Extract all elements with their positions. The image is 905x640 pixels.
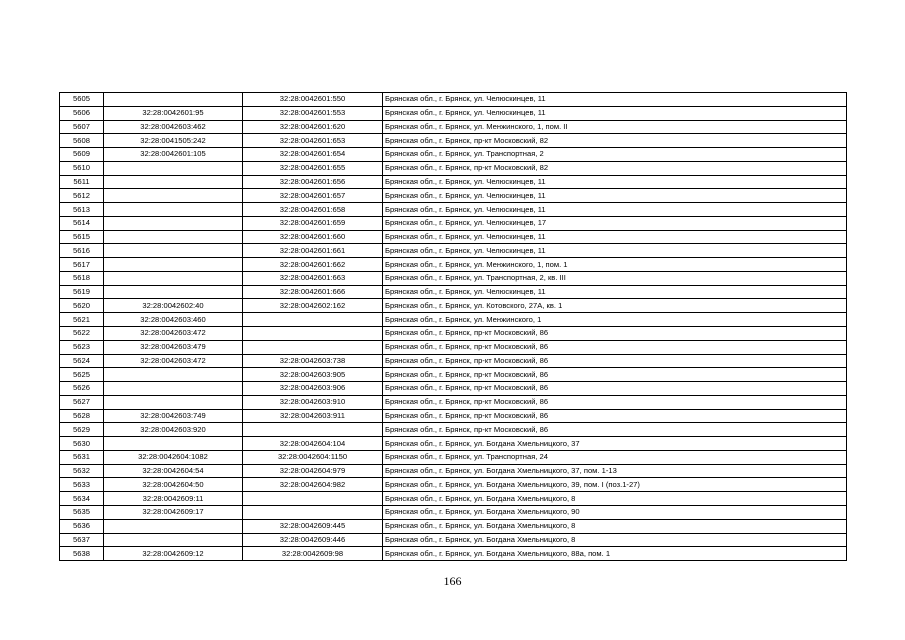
table-row xyxy=(60,437,847,451)
cell-address: Брянская обл., г. Брянск, ул. Транспортная, 24 xyxy=(383,450,847,464)
table-row xyxy=(60,120,847,134)
cell-address: Брянская обл., г. Брянск, пр-кт Московский, 86 xyxy=(383,354,847,368)
cell-address: Брянская обл., г. Брянск, ул. Богдана Хмельницкого, 90 xyxy=(383,505,847,519)
cell-address: Брянская обл., г. Брянск, ул. Челюскинцев, 17 xyxy=(383,216,847,230)
cell-building-cadastral-number: 32:28:0042601:661 xyxy=(243,244,383,258)
cell-land-cadastral-number: 32:28:0042603:472 xyxy=(104,354,243,368)
cell-building-cadastral-number: 32:28:0042601:656 xyxy=(243,175,383,189)
cell-number: 5609 xyxy=(60,148,104,162)
cell-building-cadastral-number: 32:28:0042604:104 xyxy=(243,437,383,451)
cell-number: 5619 xyxy=(60,285,104,299)
cell-building-cadastral-number xyxy=(243,492,383,506)
cell-address: Брянская обл., г. Брянск, пр-кт Московский, 86 xyxy=(383,327,847,341)
cell-building-cadastral-number: 32:28:0042604:1150 xyxy=(243,450,383,464)
cell-address: Брянская обл., г. Брянск, ул. Менжинского, 1, пом. 1 xyxy=(383,258,847,272)
table-row xyxy=(60,148,847,162)
cell-number: 5617 xyxy=(60,258,104,272)
table-row xyxy=(60,230,847,244)
cell-land-cadastral-number: 32:28:0042603:462 xyxy=(104,120,243,134)
cell-number: 5607 xyxy=(60,120,104,134)
cell-number: 5635 xyxy=(60,505,104,519)
cell-address: Брянская обл., г. Брянск, ул. Котовского, 27А, кв. 1 xyxy=(383,299,847,313)
cell-address: Брянская обл., г. Брянск, ул. Челюскинцев, 11 xyxy=(383,230,847,244)
cell-land-cadastral-number xyxy=(104,258,243,272)
cell-address: Брянская обл., г. Брянск, ул. Челюскинцев, 11 xyxy=(383,285,847,299)
cell-building-cadastral-number: 32:28:0042604:982 xyxy=(243,478,383,492)
cell-number: 5638 xyxy=(60,547,104,561)
table-row xyxy=(60,93,847,107)
cell-land-cadastral-number xyxy=(104,285,243,299)
cell-building-cadastral-number: 32:28:0042601:655 xyxy=(243,161,383,175)
table-row xyxy=(60,161,847,175)
cell-address: Брянская обл., г. Брянск, ул. Челюскинцев, 11 xyxy=(383,106,847,120)
cell-number: 5634 xyxy=(60,492,104,506)
table-row xyxy=(60,547,847,561)
table-row xyxy=(60,395,847,409)
cell-building-cadastral-number xyxy=(243,313,383,327)
table-row xyxy=(60,340,847,354)
table-row xyxy=(60,175,847,189)
cell-address: Брянская обл., г. Брянск, ул. Челюскинцев, 11 xyxy=(383,93,847,107)
cell-building-cadastral-number: 32:28:0042603:906 xyxy=(243,382,383,396)
table-row xyxy=(60,533,847,547)
cell-number: 5606 xyxy=(60,106,104,120)
cell-building-cadastral-number: 32:28:0042603:738 xyxy=(243,354,383,368)
cell-building-cadastral-number xyxy=(243,423,383,437)
cell-building-cadastral-number: 32:28:0042601:653 xyxy=(243,134,383,148)
cell-land-cadastral-number: 32:28:0042604:54 xyxy=(104,464,243,478)
cell-building-cadastral-number xyxy=(243,505,383,519)
cell-building-cadastral-number: 32:28:0042601:620 xyxy=(243,120,383,134)
cell-land-cadastral-number: 32:28:0042604:50 xyxy=(104,478,243,492)
cell-number: 5632 xyxy=(60,464,104,478)
cell-building-cadastral-number xyxy=(243,327,383,341)
cell-address: Брянская обл., г. Брянск, пр-кт Московский, 82 xyxy=(383,134,847,148)
table-row xyxy=(60,189,847,203)
table-row xyxy=(60,505,847,519)
cell-number: 5621 xyxy=(60,313,104,327)
cell-building-cadastral-number: 32:28:0042609:445 xyxy=(243,519,383,533)
cell-building-cadastral-number: 32:28:0042601:658 xyxy=(243,203,383,217)
table-row xyxy=(60,519,847,533)
cell-address: Брянская обл., г. Брянск, пр-кт Московский, 86 xyxy=(383,395,847,409)
cell-land-cadastral-number xyxy=(104,437,243,451)
cell-land-cadastral-number xyxy=(104,230,243,244)
table-row xyxy=(60,409,847,423)
cell-land-cadastral-number xyxy=(104,368,243,382)
cell-land-cadastral-number xyxy=(104,93,243,107)
cell-number: 5605 xyxy=(60,93,104,107)
cell-number: 5623 xyxy=(60,340,104,354)
table-row xyxy=(60,271,847,285)
cell-address: Брянская обл., г. Брянск, ул. Челюскинцев, 11 xyxy=(383,203,847,217)
cell-address: Брянская обл., г. Брянск, ул. Богдана Хмельницкого, 37 xyxy=(383,437,847,451)
cell-building-cadastral-number: 32:28:0042603:910 xyxy=(243,395,383,409)
cell-number: 5627 xyxy=(60,395,104,409)
cell-address: Брянская обл., г. Брянск, ул. Челюскинцев, 11 xyxy=(383,244,847,258)
cell-land-cadastral-number: 32:28:0042609:12 xyxy=(104,547,243,561)
table-row xyxy=(60,285,847,299)
cell-building-cadastral-number: 32:28:0042609:446 xyxy=(243,533,383,547)
cell-building-cadastral-number: 32:28:0042601:662 xyxy=(243,258,383,272)
cell-land-cadastral-number: 32:28:0042604:1082 xyxy=(104,450,243,464)
table-row xyxy=(60,244,847,258)
cell-land-cadastral-number xyxy=(104,189,243,203)
table-row xyxy=(60,382,847,396)
cell-land-cadastral-number: 32:28:0042609:11 xyxy=(104,492,243,506)
table-row xyxy=(60,134,847,148)
cell-number: 5615 xyxy=(60,230,104,244)
cell-land-cadastral-number xyxy=(104,175,243,189)
cell-number: 5618 xyxy=(60,271,104,285)
cell-building-cadastral-number: 32:28:0042604:979 xyxy=(243,464,383,478)
cell-address: Брянская обл., г. Брянск, пр-кт Московский, 86 xyxy=(383,409,847,423)
cell-address: Брянская обл., г. Брянск, ул. Челюскинцев, 11 xyxy=(383,175,847,189)
cell-land-cadastral-number xyxy=(104,395,243,409)
table-row xyxy=(60,299,847,313)
table-row xyxy=(60,450,847,464)
cell-building-cadastral-number: 32:28:0042601:553 xyxy=(243,106,383,120)
cell-building-cadastral-number: 32:28:0042603:905 xyxy=(243,368,383,382)
cell-address: Брянская обл., г. Брянск, ул. Богдана Хмельницкого, 88а, пом. 1 xyxy=(383,547,847,561)
cell-land-cadastral-number xyxy=(104,244,243,258)
cell-address: Брянская обл., г. Брянск, пр-кт Московский, 82 xyxy=(383,161,847,175)
cell-building-cadastral-number xyxy=(243,340,383,354)
cell-number: 5629 xyxy=(60,423,104,437)
table-row xyxy=(60,106,847,120)
registry-table-body xyxy=(60,93,847,561)
cell-land-cadastral-number xyxy=(104,216,243,230)
cell-building-cadastral-number: 32:28:0042601:666 xyxy=(243,285,383,299)
registry-table xyxy=(59,92,847,561)
cell-address: Брянская обл., г. Брянск, пр-кт Московский, 86 xyxy=(383,340,847,354)
cell-address: Брянская обл., г. Брянск, ул. Богдана Хмельницкого, 8 xyxy=(383,492,847,506)
cell-land-cadastral-number xyxy=(104,203,243,217)
cell-land-cadastral-number xyxy=(104,161,243,175)
cell-land-cadastral-number xyxy=(104,382,243,396)
cell-land-cadastral-number: 32:28:0042603:479 xyxy=(104,340,243,354)
table-row xyxy=(60,492,847,506)
cell-land-cadastral-number: 32:28:0042602:40 xyxy=(104,299,243,313)
cell-building-cadastral-number: 32:28:0042601:659 xyxy=(243,216,383,230)
cell-land-cadastral-number xyxy=(104,271,243,285)
table-row xyxy=(60,423,847,437)
cell-address: Брянская обл., г. Брянск, ул. Богдана Хмельницкого, 37, пом. 1-13 xyxy=(383,464,847,478)
cell-number: 5608 xyxy=(60,134,104,148)
cell-address: Брянская обл., г. Брянск, ул. Богдана Хмельницкого, 8 xyxy=(383,519,847,533)
cell-land-cadastral-number: 32:28:0042609:17 xyxy=(104,505,243,519)
table-row xyxy=(60,327,847,341)
cell-address: Брянская обл., г. Брянск, ул. Транспортная, 2 xyxy=(383,148,847,162)
cell-number: 5614 xyxy=(60,216,104,230)
cell-land-cadastral-number: 32:28:0042603:749 xyxy=(104,409,243,423)
cell-land-cadastral-number: 32:28:0042603:460 xyxy=(104,313,243,327)
cell-number: 5630 xyxy=(60,437,104,451)
cell-land-cadastral-number: 32:28:0042601:105 xyxy=(104,148,243,162)
cell-building-cadastral-number: 32:28:0042601:657 xyxy=(243,189,383,203)
cell-number: 5626 xyxy=(60,382,104,396)
cell-building-cadastral-number: 32:28:0042602:162 xyxy=(243,299,383,313)
cell-number: 5610 xyxy=(60,161,104,175)
table-row xyxy=(60,464,847,478)
table-row xyxy=(60,258,847,272)
cell-building-cadastral-number: 32:28:0042601:663 xyxy=(243,271,383,285)
table-row xyxy=(60,216,847,230)
cell-address: Брянская обл., г. Брянск, ул. Богдана Хмельницкого, 8 xyxy=(383,533,847,547)
cell-number: 5631 xyxy=(60,450,104,464)
cell-number: 5633 xyxy=(60,478,104,492)
cell-number: 5613 xyxy=(60,203,104,217)
cell-address: Брянская обл., г. Брянск, пр-кт Московский, 86 xyxy=(383,368,847,382)
cell-address: Брянская обл., г. Брянск, ул. Челюскинцев, 11 xyxy=(383,189,847,203)
table-row xyxy=(60,203,847,217)
cell-address: Брянская обл., г. Брянск, ул. Менжинского, 1, пом. II xyxy=(383,120,847,134)
cell-number: 5622 xyxy=(60,327,104,341)
cell-land-cadastral-number xyxy=(104,519,243,533)
cell-number: 5620 xyxy=(60,299,104,313)
cell-number: 5625 xyxy=(60,368,104,382)
cell-number: 5612 xyxy=(60,189,104,203)
page-number: 166 xyxy=(443,574,462,588)
cell-number: 5624 xyxy=(60,354,104,368)
cell-address: Брянская обл., г. Брянск, пр-кт Московский, 86 xyxy=(383,423,847,437)
cell-building-cadastral-number: 32:28:0042603:911 xyxy=(243,409,383,423)
cell-number: 5611 xyxy=(60,175,104,189)
table-row xyxy=(60,478,847,492)
cell-land-cadastral-number: 32:28:0042601:95 xyxy=(104,106,243,120)
cell-number: 5636 xyxy=(60,519,104,533)
cell-number: 5628 xyxy=(60,409,104,423)
cell-building-cadastral-number: 32:28:0042601:654 xyxy=(243,148,383,162)
cell-number: 5616 xyxy=(60,244,104,258)
cell-address: Брянская обл., г. Брянск, пр-кт Московский, 86 xyxy=(383,382,847,396)
cell-address: Брянская обл., г. Брянск, ул. Транспортная, 2, кв. III xyxy=(383,271,847,285)
cell-land-cadastral-number xyxy=(104,533,243,547)
cell-building-cadastral-number: 32:28:0042609:98 xyxy=(243,547,383,561)
cell-land-cadastral-number: 32:28:0042603:472 xyxy=(104,327,243,341)
table-row xyxy=(60,368,847,382)
cell-address: Брянская обл., г. Брянск, ул. Богдана Хмельницкого, 39, пом. I (поз.1-27) xyxy=(383,478,847,492)
cell-building-cadastral-number: 32:28:0042601:550 xyxy=(243,93,383,107)
cell-building-cadastral-number: 32:28:0042601:660 xyxy=(243,230,383,244)
cell-land-cadastral-number: 32:28:0041505:242 xyxy=(104,134,243,148)
cell-number: 5637 xyxy=(60,533,104,547)
table-row xyxy=(60,354,847,368)
cell-land-cadastral-number: 32:28:0042603:920 xyxy=(104,423,243,437)
table-row xyxy=(60,313,847,327)
cell-address: Брянская обл., г. Брянск, ул. Менжинского, 1 xyxy=(383,313,847,327)
